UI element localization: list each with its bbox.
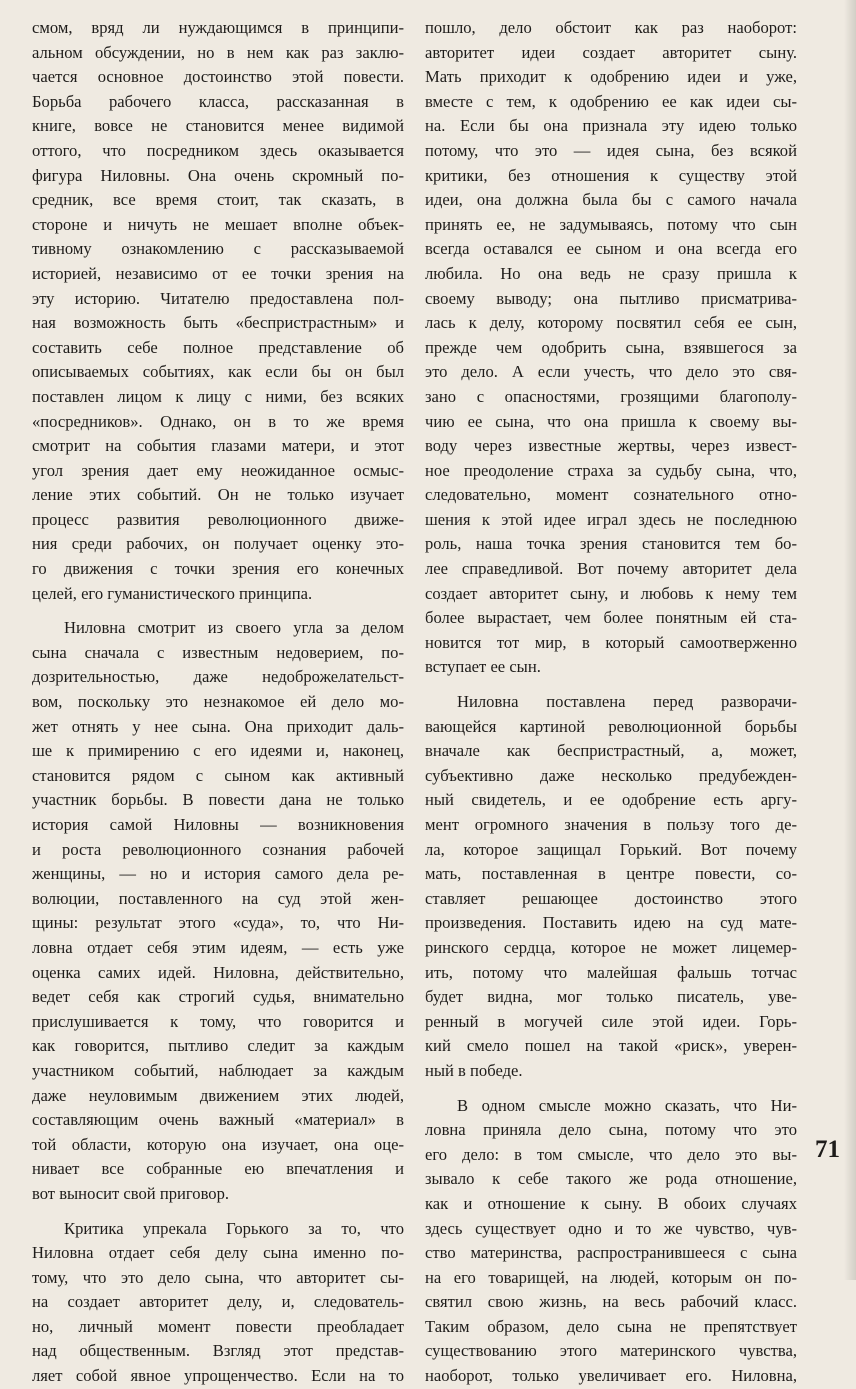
text-line: волюции, поставленного на суд этой жен- [32, 888, 404, 908]
text-line: дозрительностью, даже недоброжелательст- [32, 667, 404, 687]
text-line: составить себе полное представление об [32, 337, 404, 357]
text-line: всегда оставался ее сыном и она всегда его [425, 239, 797, 259]
text-line: его дело: в том смысле, что дело это вы- [425, 1144, 797, 1164]
text-line: ставляет решающее достоинство этого [425, 888, 797, 908]
text-line: создает авторитет сыну, и любовь к нему тем [425, 583, 797, 603]
text-line: Таким образом, дело сына не препятствует [425, 1316, 797, 1336]
text-line: роль, наша точка зрения становится тем бо- [425, 534, 797, 554]
text-line: Борьба рабочего класса, рассказанная в [32, 91, 404, 111]
text-line: ление этих событий. Он не только изучает [32, 485, 404, 505]
text-line: чается основное достоинство этой повести. [32, 67, 404, 87]
text-line: история самой Ниловны — возникновения [32, 815, 404, 834]
text-line: и роста революционного сознания рабочей [32, 839, 404, 859]
text-line: В одном смысле можно сказать, что Ни- [457, 1095, 797, 1115]
text-line: стороне и ничуть не мешает вполне объек- [32, 214, 404, 234]
text-line: ше к примирению с его идеями и, наконец, [32, 741, 404, 761]
text-line: как говорится, пытливо следит за каждым [32, 1036, 404, 1056]
text-line: Ниловна поставлена перед разворачи- [457, 692, 797, 712]
text-line: пошло, дело обстоит как раз наоборот: [425, 18, 797, 37]
text-line: ния среди рабочих, он получает оценку это- [32, 534, 404, 554]
text-line: это дело. А если учесть, что дело это свя- [425, 362, 797, 382]
text-line: вающейся картиной революционной борьбы [425, 716, 797, 736]
text-line: ловна отдает себя этим идеям, — есть уже [32, 937, 404, 957]
page-number: 71 [815, 1136, 840, 1163]
text-line: участником событий, наблюдает за каждым [32, 1060, 404, 1080]
text-line: ное преодоление страха за судьбу сына, что, [425, 460, 797, 480]
text-line: мент огромного значения в пользу того де- [425, 815, 797, 834]
text-line: кий смело пошел на такой «риск», уверен- [425, 1036, 797, 1056]
text-line: тивному ознакомлению с рассказываемой [32, 239, 404, 259]
text-line: новится тот мир, в который самоотверженно [425, 632, 797, 652]
text-line: историей, независимо от ее точки зрения на [32, 263, 404, 283]
text-line: го движения с точки зрения его конечных [32, 559, 404, 579]
text-line: зывало к себе такого же рода отношение, [425, 1169, 797, 1189]
text-line: женщины, — но и история самого дела ре- [32, 864, 404, 884]
text-line: произведения. Поставить идею на суд мате- [425, 913, 797, 933]
text-line: над общественным. Взгляд этот представ- [32, 1341, 404, 1361]
text-line: более вырастает, чем более понятным ей ста- [425, 608, 797, 628]
text-line: ство материнства, распространившееся с сына [425, 1243, 797, 1263]
text-line: Мать приходит к одобрению идеи и уже, [425, 67, 797, 87]
text-line: идеи, она должна была бы с самого начала [425, 190, 797, 210]
text-line: щины: результат этого «суда», то, что Ни- [32, 913, 404, 933]
text-line: нивает все собранные ею впечатления и [32, 1159, 404, 1179]
text-line: даже неуловимым движением этих людей, [32, 1085, 404, 1105]
text-line: вот выносит свой приговор. [32, 1183, 230, 1203]
page-edge-shadow [844, 0, 856, 1280]
text-line: ляет собой явное упрощенчество. Если на то [32, 1366, 404, 1386]
text-line: на создает авторитет делу, и, следователь- [32, 1292, 404, 1312]
text-line: средник, все время стоит, так сказать, в [32, 190, 404, 210]
text-line: потому, что это — идея сына, без всякой [425, 140, 797, 160]
text-line: книге, вовсе не становится менее видимой [32, 116, 404, 136]
left-text-column [32, 16, 404, 1389]
text-line: оттого, что посредником здесь оказывается [32, 140, 404, 160]
text-line: ведет себя как строгий судья, внимательно [32, 987, 404, 1007]
right-text-column [425, 16, 797, 1389]
text-line: процесс развития революционного движе- [32, 509, 404, 529]
text-line: смотрит на события глазами матери, и этот [32, 436, 404, 456]
text-line: но, личный момент повести преобладает [32, 1316, 404, 1336]
text-line: принять ее, не задумываясь, потому что сын [425, 214, 797, 234]
text-line: описываемых событиях, как если бы он был [32, 362, 404, 382]
text-line: существованию этого материнского чувства, [425, 1341, 797, 1361]
text-line: здесь существует одно и то же чувство, чув- [425, 1218, 797, 1238]
text-line: участник борьбы. В повести дана не только [32, 790, 404, 810]
text-line: прежде чем одобрить сына, взявшегося за [425, 337, 797, 357]
text-line: святил свою жизнь, на весь рабочий класс. [425, 1292, 797, 1312]
text-line: Критика упрекала Горького за то, что [64, 1218, 404, 1238]
text-line: критики, без отношения к существу этой [425, 165, 797, 185]
text-line: ринского сердца, которое не может лицемер- [425, 937, 797, 957]
text-line: на его товарищей, на людей, которым он по- [425, 1267, 797, 1287]
text-line: как и отношение к сыну. В обоих случаях [425, 1193, 797, 1213]
paragraph-gap [425, 1084, 797, 1094]
text-line: ла, которое защищал Горький. Вот почему [425, 839, 797, 859]
text-line: лее справедливой. Вот почему авторитет дела [425, 559, 797, 579]
text-line: вступает ее сын. [425, 657, 541, 677]
text-line: ная возможность быть «беспристрастным» и [32, 313, 404, 333]
text-line: Ниловна отдает себя делу сына именно по- [32, 1243, 404, 1263]
text-line: эту историю. Читателю предоставлена пол- [32, 288, 404, 308]
text-line: наоборот, только увеличивает его. Ниловна, [425, 1366, 797, 1386]
text-line: оценка самих идей. Ниловна, действительно, [32, 962, 404, 982]
text-line: своему выводу; она пытливо присматрива- [425, 288, 797, 308]
text-line: любила. Но она ведь не сразу пришла к [425, 263, 797, 283]
paragraph-gap [425, 680, 797, 690]
text-line: воду через известные жертвы, через извест- [425, 436, 797, 456]
text-line: прислушивается к тому, что говорится и [32, 1011, 404, 1031]
text-line: угол зрения дает ему неожиданное осмыс- [32, 460, 404, 480]
text-line: вом, поскольку это незнакомое ей дело мо- [32, 692, 404, 712]
text-line: ить, потому что малейшая фальшь тотчас [425, 962, 797, 982]
text-line: ный в победе. [425, 1060, 523, 1080]
text-line: поставлен лицом к лицу с ними, без всяких [32, 386, 404, 406]
text-line: чию ее сына, что она пришла к своему вы- [425, 411, 797, 431]
text-line: вначале как беспристрастный, а, может, [425, 741, 797, 761]
text-line: составляющим очень важный «материал» в [32, 1110, 404, 1130]
text-line: лась к делу, которому посвятил себя ее сын, [425, 313, 797, 333]
text-line: зано с опасностями, грозящими благополу- [425, 386, 797, 406]
text-line: следовательно, момент сознательного отно- [425, 485, 797, 505]
text-line: жет отнять у нее сына. Она приходит даль- [32, 716, 404, 736]
text-line: вместе с тем, к одобрению ее как идеи сы- [425, 91, 797, 111]
text-line: той области, которую она изучает, она оце- [32, 1134, 404, 1154]
text-line: авторитет идеи создает авторитет сыну. [425, 42, 797, 62]
text-line: на. Если бы она признала эту идею только [425, 116, 797, 136]
text-line: фигура Ниловны. Она очень скромный по- [32, 165, 404, 185]
text-line: сына сначала с известным недоверием, по- [32, 642, 404, 662]
paragraph-gap [32, 1207, 404, 1217]
text-line: мать, поставленная в центре повести, со- [425, 864, 797, 884]
text-line: ловна приняла дело сына, потому что это [425, 1120, 797, 1140]
text-line: смом, вряд ли нуждающимся в принципи- [32, 18, 404, 37]
text-line: тому, что это дело сына, что авторитет сы- [32, 1267, 404, 1287]
text-line: шения к этой идее играл здесь не последнюю [425, 509, 797, 529]
text-line: Ниловна смотрит из своего угла за делом [64, 618, 404, 638]
text-line: ный свидетель, и ее одобрение есть аргу- [425, 790, 797, 810]
text-line: субъективно даже несколько предубежден- [425, 765, 797, 785]
text-line: «посредников». Однако, он в то же время [32, 411, 404, 431]
text-line: целей, его гуманистического принципа. [32, 583, 313, 603]
text-line: ренный в могучей силе этой идеи. Горь- [425, 1011, 797, 1031]
paragraph-gap [32, 606, 404, 616]
text-line: становится рядом с сыном как активный [32, 765, 404, 785]
text-line: будет видна, мог только писатель, уве- [425, 987, 797, 1007]
text-line: альном обсуждении, но в нем как раз заклю- [32, 42, 404, 62]
